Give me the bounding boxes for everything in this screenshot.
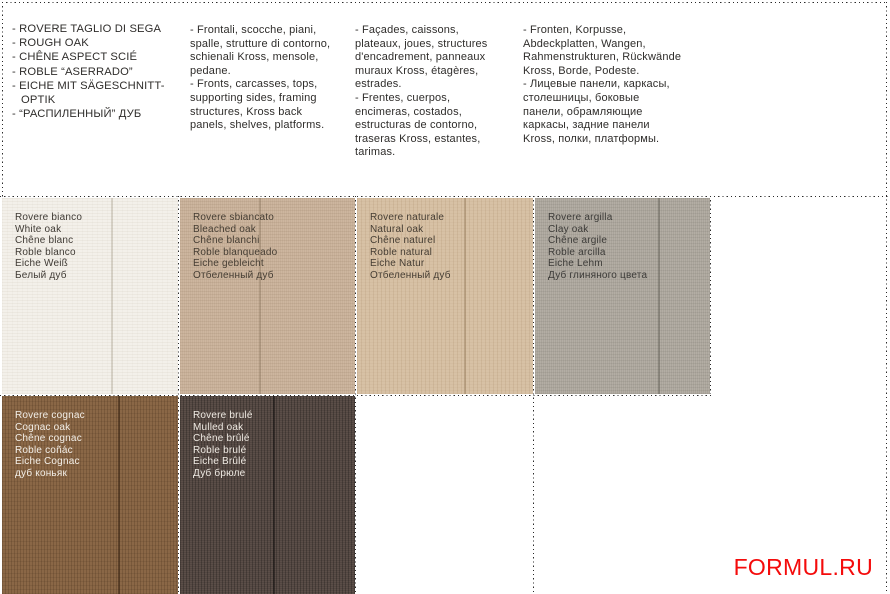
swatch-label: Chêne brûlé <box>193 433 250 445</box>
swatch-label: Chêne blanc <box>15 235 74 247</box>
swatch-label: Rovere bianco <box>15 212 83 223</box>
swatch-label: Eiche gebleicht <box>193 258 264 270</box>
swatch-label: Roble blanqueado <box>193 246 278 258</box>
swatch-label-block <box>15 212 82 282</box>
usage-paragraph-english: - Fronts, carcasses, tops, supporting sides, framing structures, Kross back panels, shelves, platforms. <box>190 78 325 132</box>
swatch-label: Eiche Lehm <box>548 258 603 270</box>
swatch-rovere-naturale <box>357 198 533 394</box>
swatch-label: Rovere argilla <box>548 212 613 223</box>
swatch-label: Eiche Weiß <box>15 258 68 270</box>
swatch-label: Roble natural <box>370 246 433 258</box>
wood-plank-seam <box>273 396 275 594</box>
swatch-label: Clay oak <box>548 223 589 235</box>
swatch-label: Chêne blanchi <box>193 235 260 247</box>
finish-name-list <box>12 22 176 121</box>
swatch-rovere-brule <box>180 396 355 594</box>
dotted-divider-col1 <box>178 196 179 594</box>
wood-plank-seam <box>111 198 113 394</box>
swatch-label: Rovere brulé <box>193 410 253 421</box>
swatch-label: Mulled oak <box>193 421 244 433</box>
dotted-divider-header <box>0 196 890 197</box>
finish-name-english: - ROUGH OAK <box>12 37 89 50</box>
swatch-label: Chêne argile <box>548 235 608 247</box>
swatch-label: Roble blanco <box>15 246 76 258</box>
swatch-label-block <box>15 410 85 480</box>
swatch-label: Дуб глиняного цвета <box>548 269 648 281</box>
swatch-rovere-cognac <box>2 396 178 594</box>
swatch-rovere-argilla <box>535 198 710 394</box>
dotted-border-top <box>2 2 887 3</box>
swatch-label: Белый дуб <box>15 269 67 281</box>
swatch-label: Eiche Brûlé <box>193 456 247 468</box>
swatch-label: Chêne naturel <box>370 235 436 247</box>
finish-name-french: - CHÊNE ASPECT SCIÉ <box>12 51 138 64</box>
dotted-divider-col4 <box>710 196 711 394</box>
usage-column-it-en <box>190 24 332 133</box>
swatch-label: Cognac oak <box>15 421 71 433</box>
swatch-label: Roble arcilla <box>548 246 606 258</box>
swatch-label: дуб коньяк <box>15 467 68 479</box>
swatch-rovere-sbiancato <box>180 198 355 394</box>
swatch-label: Roble coñác <box>15 444 73 456</box>
usage-column-fr-es <box>355 24 507 160</box>
usage-paragraph-spanish: - Frentes, cuerpos, encimeras, costados, estructuras de contorno, traseras Kross, estantes, tarimas. <box>355 91 481 159</box>
usage-paragraph-french: - Façades, caissons, plateaux, joues, structures d'encadrement, panneaux muraux Kross, étagères, estrades. <box>355 24 488 91</box>
finish-name-german: - EICHE MIT SÄGESCHNITT-OPTIK <box>12 79 165 107</box>
swatch-label-block <box>193 410 253 480</box>
swatch-label-block <box>193 212 277 282</box>
finish-name-russian: - “РАСПИЛЕННЫЙ” ДУБ <box>12 108 142 121</box>
formul-ru-watermark: FORMUL.RU <box>733 554 873 580</box>
swatch-label-block <box>548 212 647 282</box>
swatch-label: Roble brulé <box>193 444 247 456</box>
swatch-label: White oak <box>15 223 62 235</box>
swatch-label: Отбеленный дуб <box>193 269 274 281</box>
dotted-divider-col3 <box>533 196 534 594</box>
dotted-divider-col2 <box>355 196 356 594</box>
swatch-label: Rovere sbiancato <box>193 212 275 223</box>
finish-name-spanish: - ROBLE “ASERRADO” <box>12 65 133 78</box>
swatch-label: Chêne cognac <box>15 433 82 445</box>
wood-plank-seam <box>658 198 660 394</box>
wood-plank-seam <box>118 396 120 594</box>
swatch-label: Дуб брюле <box>193 467 246 479</box>
swatch-label: Отбеленный дуб <box>370 269 451 281</box>
finish-name-italian: - ROVERE TAGLIO DI SEGA <box>12 23 162 35</box>
swatch-rovere-bianco <box>2 198 178 394</box>
swatch-label: Rovere cognac <box>15 410 85 421</box>
dotted-border-right <box>886 2 887 594</box>
usage-paragraph-german: - Fronten, Korpusse, Abdeckplatten, Wangen, Rahmenstrukturen, Rückwände Kross, Borde, Podeste. <box>523 24 682 77</box>
swatch-label: Eiche Natur <box>370 258 425 270</box>
swatch-label: Rovere naturale <box>370 212 445 223</box>
swatch-label-block <box>370 212 451 282</box>
swatch-label: Natural oak <box>370 223 424 235</box>
swatch-label: Bleached oak <box>193 223 257 235</box>
usage-paragraph-italian: - Frontali, scocche, piani, spalle, strutture di contorno, schienali Kross, mensole, pedane. <box>190 24 331 77</box>
usage-column-de-ru <box>523 24 683 146</box>
usage-paragraph-russian: - Лицевые панели, каркасы, столешницы, боковые панели, обрамляющие каркасы, задние панели Kross, полки, платформы. <box>523 78 670 145</box>
wood-plank-seam <box>464 198 466 394</box>
swatch-label: Eiche Cognac <box>15 456 80 468</box>
